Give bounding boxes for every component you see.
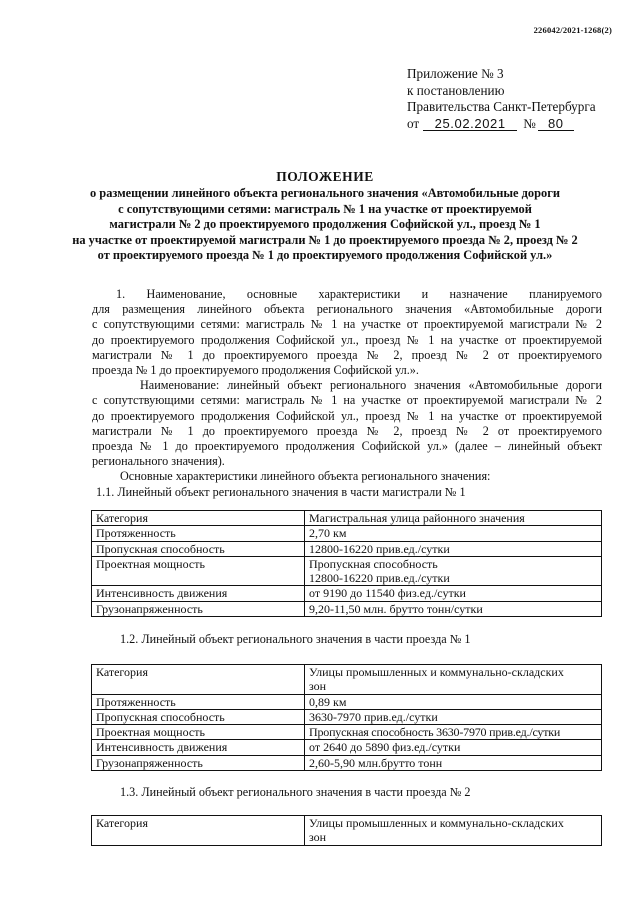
- table-row: [92, 709, 602, 724]
- paragraph-purpose: [92, 287, 602, 378]
- table-row: [92, 541, 602, 556]
- text-line: Основные характеристики линейного объекта регионального значения:: [120, 469, 491, 484]
- title-line: с сопутствующими сетями: магистраль № 1 на участке от проектируемой: [118, 201, 532, 216]
- characteristics-table-2: [91, 664, 602, 771]
- document-body: [92, 287, 602, 500]
- table-cell-value: 0,89 км: [305, 694, 602, 709]
- text-line: магистрали № 1 до проектируемого проезда № 2, проезд № 2 от проектируемого: [92, 347, 602, 362]
- table-row: [92, 556, 602, 586]
- text-line: 1. Наименование, основные характеристики и назначение планируемого: [116, 287, 602, 301]
- characteristics-table-3: [91, 815, 602, 846]
- appendix-line-3: Правительства Санкт-Петербурга: [407, 99, 596, 114]
- table-cell-key: Категория: [92, 665, 305, 695]
- table-row: [92, 740, 602, 755]
- paragraph-characteristics: [92, 469, 602, 484]
- characteristics-table-1: [91, 510, 602, 617]
- table-row: [92, 601, 602, 616]
- document-id: 226042/2021-1268(2): [533, 25, 612, 35]
- table-cell-key: Грузонапряженность: [92, 601, 305, 616]
- paragraph-name: [92, 378, 602, 469]
- value-line: Улицы промышленных и коммунально-складских: [309, 816, 564, 830]
- subsection-1-3: 1.3. Линейный объект регионального значения в части проезда № 2: [120, 785, 471, 799]
- table-cell-key: Интенсивность движения: [92, 586, 305, 601]
- number-label: №: [523, 115, 536, 131]
- text-line: с сопутствующими сетями: магистраль № 1 на участке от проектируемой магистрали № 2: [92, 317, 602, 332]
- title-line: магистрали № 2 до проектируемого продолжения Софийской ул., проезд № 1: [109, 217, 541, 231]
- text-line: магистрали № 1 до проектируемого проезда № 2, проезд № 2 от проектируемого: [92, 423, 602, 438]
- table-row: [92, 694, 602, 709]
- table-cell-key: Категория: [92, 816, 305, 846]
- table-cell-key: Протяженность: [92, 694, 305, 709]
- value-line: зон: [309, 830, 327, 845]
- appendix-line-1: Приложение № 3: [407, 66, 504, 81]
- table-cell-value: [305, 816, 602, 846]
- table-row: [92, 511, 602, 526]
- table-cell-value: 2,70 км: [305, 526, 602, 541]
- table-cell-value: Магистральная улица районного значения: [305, 511, 602, 526]
- title-heading: ПОЛОЖЕНИЕ: [276, 169, 374, 184]
- title-line: от проектируемого проезда № 1 до проектируемого продолжения Софийской ул.»: [97, 248, 553, 262]
- table-row: [92, 725, 602, 740]
- appendix-line-2: к постановлению: [407, 82, 505, 98]
- text-line: для размещения линейного объекта регионального значения «Автомобильные дороги: [92, 302, 602, 317]
- table-cell-key: Категория: [92, 511, 305, 526]
- document-title: [60, 168, 590, 264]
- value-line: Улицы промышленных и коммунально-складских: [309, 665, 564, 679]
- text-line: проезда № 1 до проектируемого продолжения Софийской ул.».: [92, 363, 419, 378]
- table-row: [92, 755, 602, 770]
- table-cell-value: 2,60-5,90 млн.брутто тонн: [305, 755, 602, 770]
- table-cell-key: Пропускная способность: [92, 541, 305, 556]
- table-row: [92, 816, 602, 846]
- table-cell-key: Протяженность: [92, 526, 305, 541]
- resolution-number: 80: [538, 117, 574, 131]
- value-line: Пропускная способность: [309, 556, 438, 571]
- from-label: от: [407, 115, 420, 131]
- text-line: Наименование: линейный объект регионального значения «Автомобильные дороги: [140, 378, 602, 393]
- table-row: [92, 586, 602, 601]
- table-cell-value: от 2640 до 5890 физ.ед./сутки: [305, 740, 602, 755]
- title-line: о размещении линейного объекта регионального значения «Автомобильные дороги: [90, 186, 560, 200]
- table-row: [92, 665, 602, 695]
- value-line: зон: [309, 679, 327, 694]
- table-cell-value: 9,20-11,50 млн. брутто тонн/сутки: [305, 601, 602, 616]
- table-cell-key: Проектная мощность: [92, 725, 305, 740]
- table-cell-value: Пропускная способность 3630-7970 прив.ед./сутки: [305, 725, 602, 740]
- table-cell-value: [305, 556, 602, 586]
- resolution-date: 25.02.2021: [423, 117, 517, 131]
- subsection-1-2: 1.2. Линейный объект регионального значения в части проезда № 1: [120, 632, 471, 646]
- table-row: [92, 526, 602, 541]
- title-line: на участке от проектируемой магистрали № 1 до проектируемого проезда № 2, проезд № 2: [72, 232, 578, 247]
- text-line: регионального значения).: [92, 454, 225, 469]
- table-cell-key: Пропускная способность: [92, 709, 305, 724]
- text-line: до проектируемого продолжения Софийской ул., проезд № 1 на участке от проектируемой: [92, 332, 602, 347]
- table-cell-key: Проектная мощность: [92, 556, 305, 586]
- table-cell-key: Грузонапряженность: [92, 755, 305, 770]
- text-line: проезда № 1 до проектируемого продолжения Софийской ул.» (далее – линейный объект: [92, 439, 602, 454]
- subsection-1-1: [92, 485, 602, 500]
- table-cell-value: [305, 665, 602, 695]
- table-cell-value: от 9190 до 11540 физ.ед./сутки: [305, 586, 602, 601]
- table-cell-key: Интенсивность движения: [92, 740, 305, 755]
- value-line: 12800-16220 прив.ед./сутки: [309, 571, 450, 586]
- text-line: до проектируемого продолжения Софийской ул., проезд № 1 на участке от проектируемой: [92, 408, 602, 423]
- appendix-date-row: [407, 116, 596, 133]
- text-line: с сопутствующими сетями: магистраль № 1 на участке от проектируемой магистрали № 2: [92, 393, 602, 408]
- table-cell-value: 12800-16220 прив.ед./сутки: [305, 541, 602, 556]
- appendix-block: [407, 66, 596, 132]
- text-line: 1.1. Линейный объект регионального значения в части магистрали № 1: [96, 484, 466, 499]
- table-cell-value: 3630-7970 прив.ед./сутки: [305, 709, 602, 724]
